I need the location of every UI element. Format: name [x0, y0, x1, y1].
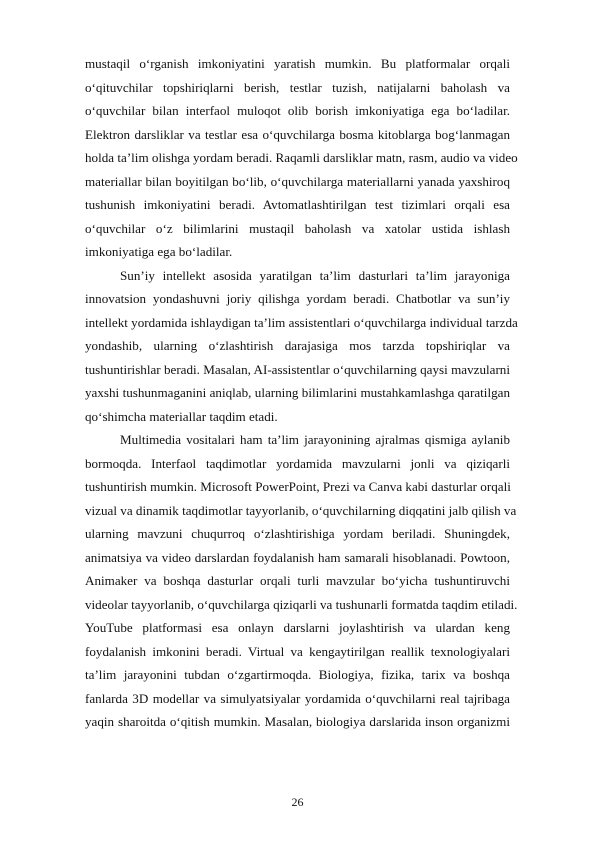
body-text	[85, 52, 518, 734]
text-line: materiallar bilan boyitilgan bo‘lib, o‘quvchilarga materiallarni yanada yaxshiroq	[85, 173, 510, 189]
text-line: o‘qituvchilar topshiriqlarni berish, testlar tuzish, natijalarni baholash va	[85, 79, 510, 95]
text-line: Animaker va boshqa dasturlar orqali turli mavzular bo‘yicha tushuntiruvchi	[85, 573, 510, 588]
text-line: mustaqil o‘rganish imkoniyatini yaratish mumkin. Bu platformalar orqali	[85, 56, 510, 71]
text-line: foydalanish imkonini beradi. Virtual va kengaytirilgan reallik texnologiyalari	[85, 643, 510, 659]
text-line: YouTube platformasi esa onlayn darslarni joylashtirish va ulardan keng	[85, 620, 510, 635]
text-line: qo‘shimcha materiallar taqdim etadi.	[85, 408, 278, 424]
text-line: animatsiya va video darslardan foydalanish ham samarali hisoblanadi. Powtoon,	[85, 549, 510, 565]
text-line: fanlarda 3D modellar va simulyatsiyalar yordamida o‘quvchilarni real tajribaga	[85, 690, 510, 706]
text-line: holda ta’lim olishga yordam beradi. Raqamli darsliklar matn, rasm, audio va video	[85, 150, 518, 165]
text-line: ularning mavzuni chuqurroq o‘zlashtirishiga yordam beriladi. Shuningdek,	[85, 526, 510, 541]
text-line: tushunish imkoniyatini beradi. Avtomatlashtirilgan test tizimlari orqali esa	[85, 197, 510, 212]
text-line: intellekt yordamida ishlaydigan ta’lim assistentlari o‘quvchilarga individual tarzda	[85, 314, 518, 330]
text-line: innovatsion yondashuvni joriy qilishga yordam beradi. Chatbotlar va sun’iy	[85, 291, 510, 306]
text-line: bormoqda. Interfaol taqdimotlar yordamida mavzularni jonli va qiziqarli	[85, 455, 510, 471]
page-number: 26	[291, 795, 304, 809]
text-line: o‘quvchilar bilan interfaol muloqot olib borish imkoniyatiga ega bo‘ladilar.	[85, 103, 510, 118]
text-line: yondashib, ularning o‘zlashtirish darajasiga mos tarzda topshiriqlar va	[85, 338, 510, 353]
text-line: yaxshi tushunmaganini aniqlab, ularning bilimlarini mustahkamlashga qaratilgan	[85, 385, 510, 400]
text-line: yaqin sharoitda o‘qitish mumkin. Masalan, biologiya darslarida inson organizmi	[85, 714, 510, 729]
text-line: o‘quvchilar o‘z bilimlarini mustaqil baholash va xatolar ustida ishlash	[85, 220, 510, 236]
paragraph-first-line: Multimedia vositalari ham ta’lim jarayonining ajralmas qismiga aylanib	[120, 432, 510, 447]
text-line: Elektron darsliklar va testlar esa o‘quvchilarga bosma kitoblarga bog‘lanmagan	[85, 126, 510, 142]
text-line: vizual va dinamik taqdimotlar tayyorlanib, o‘quvchilarning diqqatini jalb qilish va	[85, 502, 517, 518]
text-line: tushuntirish mumkin. Microsoft PowerPoint, Prezi va Canva kabi dasturlar orqali	[85, 479, 511, 494]
paragraph-first-line: Sun’iy intellekt asosida yaratilgan ta’lim dasturlari ta’lim jarayoniga	[120, 267, 510, 283]
text-line: imkoniyatiga ega bo‘ladilar.	[85, 244, 233, 259]
text-line: videolar tayyorlanib, o‘quvchilarga qiziqarli va tushunarli formatda taqdim etiladi.	[85, 596, 518, 612]
text-line: tushuntirishlar beradi. Masalan, AI-assistentlar o‘quvchilarning qaysi mavzularni	[85, 361, 510, 377]
text-line: ta’lim jarayonini tubdan o‘zgartirmoqda. Biologiya, fizika, tarix va boshqa	[85, 667, 510, 682]
